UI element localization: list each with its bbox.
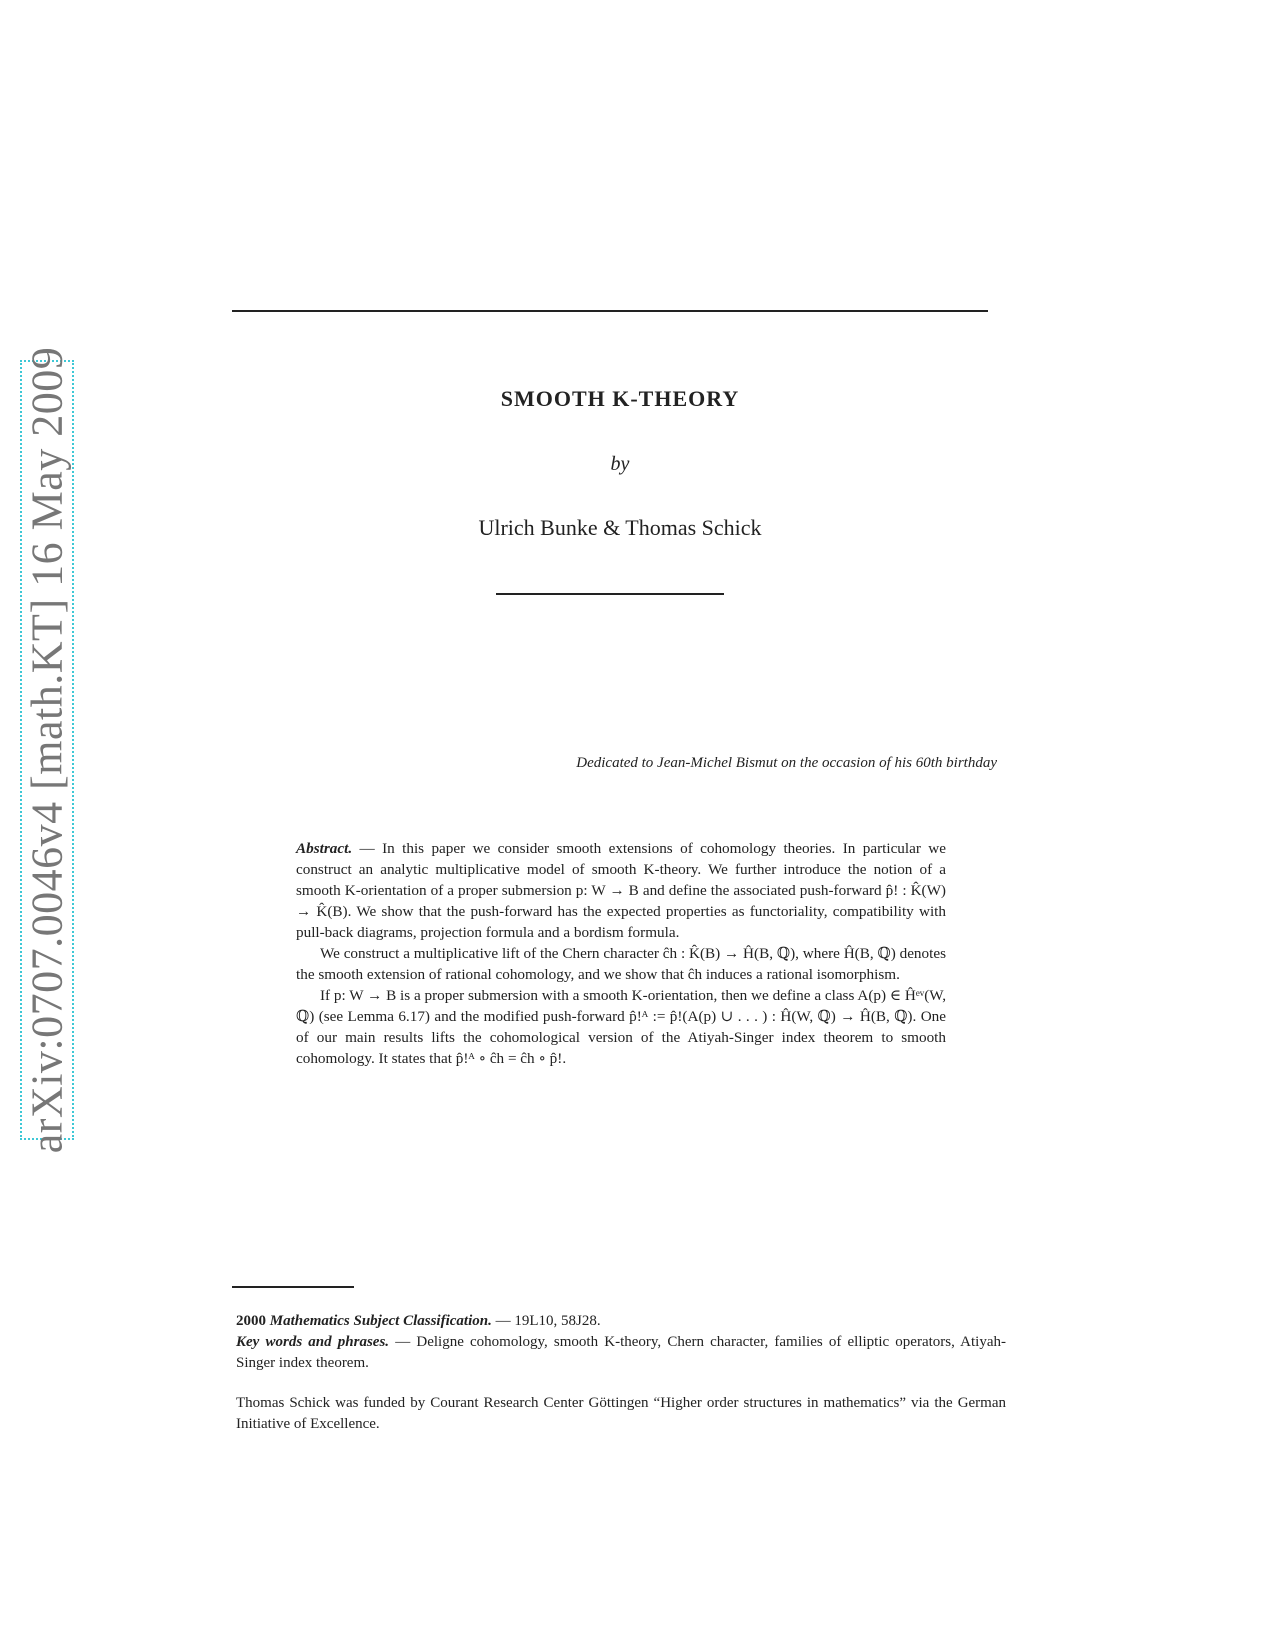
- keywords-value: — Deligne cohomology, smooth K-theory, Chern character, families of elliptic operators, Atiyah-Singer index theorem.: [236, 1334, 1007, 1371]
- title-underline: [496, 593, 724, 595]
- abstract-dash: —: [359, 840, 375, 857]
- footnote-rule: [232, 1286, 354, 1288]
- abstract-text-1: In this paper we consider smooth extensions of cohomology theories. In particular we construct an analytic multiplicative model of smooth K-theory. We further introduce the notion of a smooth K-orientation of a proper submersion p: W → B and define the associated push-forward p̂! : K̂(W) → K̂(B). We show that the push-forward has the expected properties as functoriality, compatibility with pull-back diagrams, projection formula and a bordism formula.: [296, 840, 947, 941]
- abstract-label: Abstract.: [296, 840, 353, 857]
- footnotes: [236, 1311, 1006, 1435]
- abstract-paragraph-2: We construct a multiplicative lift of the Chern character ĉh : K̂(B) → Ĥ(B, ℚ), where Ĥ(B, ℚ) denotes the smooth extension of rational cohomology, and we show that ĉh induces a rational isomorphism.: [296, 945, 946, 983]
- authors: Ulrich Bunke & Thomas Schick: [478, 515, 762, 540]
- msc-line: [236, 1311, 1006, 1332]
- msc-label: Mathematics Subject Classification.: [269, 1313, 492, 1329]
- msc-value: — 19L10, 58J28.: [495, 1313, 601, 1329]
- paper-title: SMOOTH K-THEORY: [500, 386, 740, 411]
- abstract-paragraph-3: If p: W → B is a proper submersion with a smooth K-orientation, then we define a class A(p) ∈ Ĥᵉᵛ(W, ℚ) (see Lemma 6.17) and the modified push-forward p̂!ᴬ := p̂!(A(p) ∪ . . . ) : Ĥ(W, ℚ) → Ĥ(B, ℚ). One of our main results lifts the cohomological version of the Atiyah-Singer index theorem to smooth cohomology. It states that p̂!ᴬ ∘ ĉh = ĉh ∘ p̂!.: [296, 987, 946, 1067]
- keywords-line: [236, 1332, 1006, 1374]
- keywords-label: Key words and phrases.: [236, 1334, 390, 1350]
- by-line: by: [610, 453, 630, 475]
- arxiv-identifier: arXiv:0707.0046v4 [math.KT] 16 May 2009: [22, 346, 72, 1154]
- top-rule: [232, 310, 988, 312]
- arxiv-stamp: [20, 346, 74, 1154]
- abstract-paragraph-1: [296, 838, 946, 943]
- abstract: [296, 838, 946, 1069]
- dedication: Dedicated to Jean-Michel Bismut on the occasion of his 60th birthday: [576, 755, 997, 771]
- funding-note: Thomas Schick was funded by Courant Research Center Göttingen “Higher order structures in mathematics” via the German Initiative of Excellence.: [236, 1395, 1006, 1432]
- msc-year: 2000: [236, 1313, 266, 1329]
